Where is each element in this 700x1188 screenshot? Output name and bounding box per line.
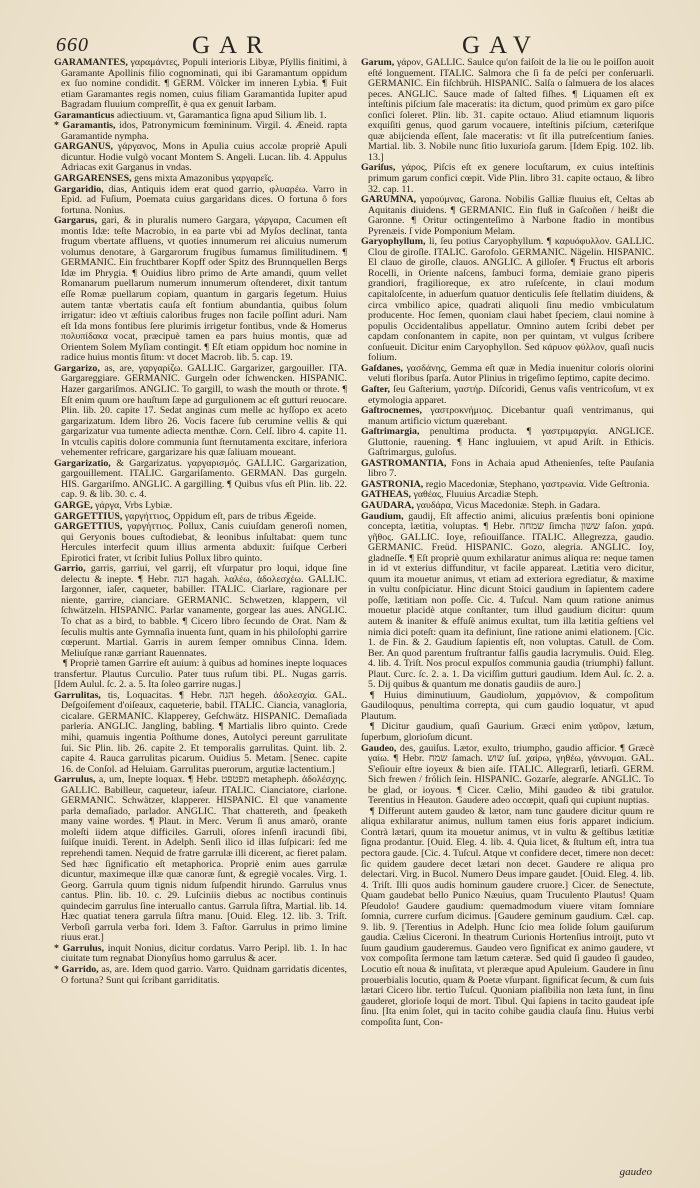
entry-headword: GARGETTIUS, bbox=[54, 521, 123, 533]
entry-text: des, gauiſus. Lætor, exulto, triumpho, gaudio afficior. ¶ Græcè γαίω. ¶ Hebr. שמח ſamach. שוש ſuſ. χαίρω, γηθέω, γάννυμαι. GAL. S'eſiouir eſtre ioyeux & bien aiſe. ITALIC. Allegrarſi, letiarſi. GERM. Sich frewen / frölich ſein. HISPANIC. Gozarſe, alegrarſe. ANGLIC. To be glad, or ioyous. ¶ Cicer. Cælio, Mihi gaudeo & tibi gratulor. Terentius in Heauton. Gaudere adeo occœpit, quaſi qui cupiunt nuptias. bbox=[368, 742, 654, 807]
entry-text: γαραμάντες, Populi interioris Libyæ, Pſyllis finitimi, à Garamante Apollinis filio cognominati, qui ibi Garamantum oppidum ex ſuo nomine condidit. ¶ GERM. Völcker im inneren Lybia. ¶ Fuit etiam Garamantes regis nomen, cuius filiam Garamantida Iupiter apud Bagradam fluuium compreſſit, è qua ex genuit Iarbam. bbox=[61, 58, 347, 111]
entry-headword: GAUDARA, bbox=[361, 499, 414, 511]
entry-text: idos, Patronymicum fœmininum. Virgil. 4. Æneid. rapta Garamantide nympha. bbox=[61, 120, 347, 142]
entry-headword: GARUMNA, bbox=[361, 194, 417, 206]
entry-text: γαυδάρα, Vicus Macedoniæ. Steph. in Gadara. bbox=[416, 499, 601, 511]
entry-headword: Gaſtrimargia, bbox=[361, 426, 420, 438]
entry-headword: GASTRONIA, bbox=[361, 478, 424, 490]
dictionary-entry bbox=[54, 944, 347, 965]
entry-headword: * Garamantis, bbox=[54, 120, 116, 132]
running-head-right: GAV bbox=[462, 32, 540, 59]
entry-headword: Gaudium, bbox=[361, 510, 404, 522]
entry-headword: GARAMANTES, bbox=[54, 58, 128, 68]
entry-headword: Gargarizo, bbox=[54, 362, 100, 374]
entry-headword: Garum, bbox=[361, 58, 395, 68]
entry-text: ¶ Propriè tamen Garrire eſt auium: à quibus ad homines inepte loquaces transfertur. Plautus Curculio. Pater tuus ruſum tibi. PL. Nugas garris. [Idem Aulul. ſc. 2. a. 5. Ita ſoleo garrire nugas.] bbox=[54, 658, 347, 691]
entry-text: inquit Nonius, dicitur cordatus. Varro Peripl. lib. 1. In hac ciuitate tum regnabat Dionyſius homo garrulus & acer. bbox=[61, 942, 347, 965]
entry-text: γαθέας, Fluuius Arcadiæ Steph. bbox=[413, 489, 539, 501]
entry-text: regio Macedoniæ, Stephano, γαστρωνία. Vide Geſtronia. bbox=[425, 478, 650, 490]
entry-headword: * Garrulus, bbox=[54, 942, 105, 954]
entry-text: γαργήττιος. Pollux, Canis cuiuſdam generoſi nomen, qui Geryonis boues cuſtodiebat, & leonibus inſultabat: quem tunc Hercules interfecit quum illius armenta abduxit: ſuiſque Cerberi Epirotici frater, vt ſcribit Iulius Pollux libro quinto. bbox=[61, 521, 347, 564]
dictionary-entry bbox=[361, 512, 654, 691]
dictionary-entry bbox=[361, 195, 654, 237]
entry-headword: Gaſdanes, bbox=[361, 362, 403, 374]
entry-text: gens mixta Amazonibus γαργαρεῖς. bbox=[134, 173, 274, 185]
entry-headword: GARGETTIUS, bbox=[54, 510, 123, 522]
entry-headword: Gaſter, bbox=[361, 383, 390, 395]
entry-text: γάργανος, Mons in Apulia cuius accolæ propriè Apuli dicuntur. Hodie vulgò vocant Montem S. Angeli. Lucan. lib. 4. Appulus Adriacas exit Garganus in vndas. bbox=[61, 141, 347, 174]
dictionary-entry bbox=[361, 459, 654, 480]
dictionary-entry bbox=[361, 406, 654, 427]
entry-headword: GARGARENSES, bbox=[54, 173, 132, 185]
entry-text: γαρούμνας, Garona. Nobilis Galliæ fluuius eſt, Celtas ab Aquitanis diuidens. ¶ GERMANIC. Ein fluß in Gaſcoñen / heißt die Garonne. ¶ Oritur octingenteſimo à Narbone ſtadio in montibus Pyrenæis. ſ vide Pomponium Melam. bbox=[368, 194, 654, 237]
entry-text: γασδάνης, Gemma eſt quæ in Media inuenitur coloris olorini veluti floribus ſparſa. Autor Plinius in trigeſimo ſeptimo, capite decimo. bbox=[368, 362, 654, 385]
dictionary-entry bbox=[361, 58, 654, 163]
dictionary-entry bbox=[54, 659, 347, 691]
entry-headword: Gargarizatio, bbox=[54, 457, 111, 469]
right-column bbox=[361, 58, 654, 1164]
entry-text: gari, & in pluralis numero Gargara, γάργαρα, Cacumen eſt montis Idæ: teſte Macrobio, in ea parte vbi ad Myſos declinat, tanta frugum vbertate affluens, vt quoties innumerum rei alicuius numerum volumus denotare, à Gargarorum frugibus ſumamus ſimilitudinem. ¶ GERMANIC. Ein fruchtbarer Kopff oder Spitz des Brunnquellen Bergs Idæ im Phrygia. ¶ Ouidius libro primo de Arte amandi, quum vellet Romanarum puellarum numerum innumerum oſtenderet, dixit tantum eſſe Romæ puellarum copiam, quantum in gargaris ſegetum. Huius autem tantæ vbertatis cauſa eſt fontium abundantia, quibus ſolum irrigatur: ideo vt æſtiuis caloribus fruges non facile poſſint aduri. Nam eſt Ida mons fontibus ſere plurimis irrigetur fontibus, vnde & Homerus πολυπίδακα vocat, præcipuè tamen ea pars huius montis, quæ ad Orientem Solem Myſiam contingit. ¶ Eſt etiam oppidum hoc nomine in radice huius montis ſitum: vt docet Macrob. lib. 5. cap. 19. bbox=[61, 215, 347, 364]
dictionary-entry bbox=[54, 691, 347, 775]
entry-headword: GASTROMANTIA, bbox=[361, 457, 447, 469]
entry-text: γαστροκνήμιος. Dicebantur quaſi ventrimanus, qui manum artificio victum quærebant. bbox=[368, 405, 654, 427]
entry-text: γάρον, GALLIC. Saulce qu'on faiſoit de la lie ou le poiſſon auoit eſté longuement. ITALIC. Salmora che ſi fa de peſci per conſeruarli. GERMANIC. Ein fiſchbrüh. HISPANIC. Salſa o ſalmuera de los alaces peces. ANGLIC. Sauce made of ſalted fiſhes. ¶ Liquamen eſt ex inteſtinis piſcium ſale maceratis: ita dictum, quod primùm ex garo piſce conſici ſoleret. Plin. lib. 31. capite octauo. Aliud etiamnum liquoris exquiſiti genus, quod garum vocauere, inteſtinis piſcium, cæteriſque quæ abijcienda eſſent, ſale maceratis: vt ſit illa putreſcentium ſanies. Martial. lib. 3. Nobile nunc ſitio luxurioſa garum. [Idem Epig. 102. lib. 13.] bbox=[368, 58, 654, 163]
dictionary-entry bbox=[54, 58, 347, 111]
dictionary-entry bbox=[54, 121, 347, 142]
entry-headword: Gaſtrocnemes, bbox=[361, 405, 422, 417]
dictionary-entry bbox=[54, 965, 347, 986]
dictionary-entry bbox=[361, 807, 654, 1028]
entry-text: ¶ Dicitur gaudium, quaſi Gaurium. Græci enim γαῦρον, lætum, ſuperbum, glorioſum dicunt. bbox=[361, 721, 654, 743]
entry-text: Fons in Achaia apud Athenienſes, teſte Pauſania libro 7. bbox=[368, 457, 654, 480]
dictionary-entry bbox=[361, 163, 654, 195]
catchword: gaudeo bbox=[619, 1166, 652, 1178]
dictionary-entry bbox=[361, 691, 654, 723]
entry-headword: GARGANUS, bbox=[54, 141, 113, 153]
entry-text: dias, Antiquis idem erat quod garrio, φλυαρέω. Varro in Epid. ad Fuſium, Poemata cuius gargaridans dices. O fortuna ô fors fortuna. Nonius. bbox=[61, 183, 347, 216]
entry-text: ſeu Gaſterium, γαστήρ. Diſcoridi, Genus vaſis ventricoſum, vt ex etymologia apparet. bbox=[368, 383, 654, 406]
dictionary-entry bbox=[54, 459, 347, 501]
entry-headword: Garrio, bbox=[54, 563, 86, 575]
entry-text: as, are. Idem quod garrio. Varro. Quidnam garridatis dicentes, O fortuna? Sunt qui ſcribant garriditatis. bbox=[61, 964, 347, 986]
entry-headword: Gariſus, bbox=[361, 162, 396, 174]
entry-headword: Gargaridio, bbox=[54, 183, 104, 195]
entry-text: garris, garriui, vel garrij, eſt vſurpatur pro loqui, idque ſine delectu & inepte. ¶ Hebr. הגה hagah. λαλέω, ἀδολεσχέω. GALLIC. Iargonner, iaſer, caqueter, babiller. ITALIC. Ciarlare, ragionare per niente, garrire, cianciare. GERMANIC. Schwetzen, klappern, vil ſchwätzeln. HISPANIC. Parlar vanamente, gorgear las aues. ANGLIC. To chat as a bird, to babble. ¶ Cicero libro ſecundo de Orat. Nam & ſeculis multis ante Gymnaſia inuenta ſunt, quam in his philoſophi garrire cœperunt. Martial. Garris in aurem ſemper omnibus Cinna. Idem. Meliuſque ranæ garriant Rauennates. bbox=[61, 563, 347, 659]
entry-text: penultima producta. ¶ γαστριμαργία. ANGLICE. Gluttonie, rauening. ¶ Hanc ingluuiem, vt apud Ariſt. in Ethicis. Gaſtrimargus, guloſus. bbox=[368, 426, 654, 459]
page-number: 660 bbox=[56, 34, 89, 56]
dictionary-entry bbox=[361, 722, 654, 743]
entry-headword: Gargarus, bbox=[54, 215, 98, 227]
dictionary-entry bbox=[361, 237, 654, 364]
entry-text: ¶ Differunt autem gaudeo & lætor, nam tunc gaudere dicitur quum re aliqua exhilaratur animus, nullum tamen eius foris apparet indicium. Contrà lætari, quum ita mouetur animus, vt in vultu & geſtibus lætitiæ ſigna prodantur. [Ouid. Eleg. 4. lib. 4. Quia licet, & ſtultum eſt, intra tua pectora gaude. [Cic. 4. Tuſcul. Atque vt confidere decet, timere non decet: ſic quidem gaudere decet lætari non decet. Gaudere re aliqua pro delectari. Virg. in Bucol. Numero Deus impare gaudet. [Ouid. Eleg. 4. lib. 4. Triſt. Illi quos audis hominum gaudere cruore.] Cicer. de Senectute, Quam gaudebat bello Punico Næuius, quam Truculento Plautus! Quam Pſeudolo! Gaudere gaudium: quemadmodum viuere vitam ſomniare ſomnia, currere curſum dicimus. [Gaudere geminum gaudium. Cæl. cap. 9. lib. 9. [Terentius in Adelph. Hunc ſcio mea ſolide ſolum gauiſurum gaudia. Cælius Ciceroni. In theatrum Curionis Hortenſius introijt, puto vt ſuum gaudium gauderemus. Gaudeo vero ſignificat ex animo gaudere, vt vox compoſita ſermone tam lætum cæteræ. Sed quid ſi gaudeo ſi gaudeo, Locutio eſt noua & inuſitata, vt pleræque apud Apuleium. Gaudere in ſinu prouerbialis locutio, quam & Poetæ vſurpant. ſignificat ſecum, & cum ſuis lætari Cicero libr. tertio Tuſcul. Quoniam piaſibilia non læta ſunt, in ſinu gauderet, glorioſe loqui de mort. Tibul. Qui ſapiens in tacito gaudeat ipſe ſinu. [Ita enim ſolet, qui in tacito cohibe gaudia clauſa ſinu. Huius verbi compoſita ſunt, Con- bbox=[361, 805, 654, 1028]
entry-text: ¶ Huius diminutiuum, Gaudiolum, χαρμόνιον, & compoſitum Gaudiloquus, penultima correpta, qui cum gaudio loquatur, vt apud Plautum. bbox=[361, 689, 654, 722]
entry-text: tis, Loquacitas. ¶ Hebr. הגה hegeh. ἀδολεσχία. GAL. Deſgoiſement d'oiſeaux, caqueterie, babil. ITALIC. Ciancia, vanagloria, cicalare. GERMANIC. Klapperey, Geſchwätz. HISPANIC. Demaſiada parleria. ANGLIC. Jangling, babling. ¶ Martialis libro quinto. Crede mihi, quamuis ingentia Poſthume dones, Autolyci pereunt garrulitate ſui. Sic Plin. lib. 26. capite 2. Et temporalis garrulitas. Quint. lib. 2. capite 4. Rauca garrulitas picarum. Ouidius 5. Metam. [Senec. capite 16. de Conſol. ad Heluiam. Garrulitas puerorum, argutiæ lactentium.] bbox=[61, 689, 347, 775]
entry-headword: GATHEAS, bbox=[361, 489, 412, 501]
entry-text: adiectiuum. vt, Garamantica ſigna apud Silium lib. 1. bbox=[116, 109, 327, 121]
running-head-left: GAR bbox=[192, 32, 272, 59]
entry-headword: Garyophyllum, bbox=[361, 236, 426, 248]
entry-headword: GARGE, bbox=[54, 499, 93, 511]
entry-text: & Gargarizatus. γαργαρισμός. GALLIC. Gargarization, gargouillement. ITALIC. Gargariſamento. GERMAN. Das gurgeln. HIS. Gargariſmo. ANGLIC. A gargilling. ¶ Quibus vſus eſt Plin. lib. 22. cap. 9. & lib. 30. c. 4. bbox=[61, 457, 347, 501]
entry-headword: Garrulitas, bbox=[54, 689, 101, 701]
dictionary-entry bbox=[54, 775, 347, 944]
entry-text: gaudij, Eſt affectio animi, alicuius præſentis boni opinione concepta, lætitia, voluptas. ¶ Hebr. שמחה ſimcha ששון ſaſon. χαρά. γῆθος. GALLIC. Ioye, reſiouiſſance. ITALIC. Allegrezza, gaudio. GERMANIC. Freüd. HISPANIC. Gozo, alegria. ANGLIC. Ioy, gladneſſe. ¶ Eſt propriè quum exhilaratur animus aliqua re: neque tamen in id vt exterius diffunditur, vt facile appareat. Lætitia vero dicitur, quum ita mouetur animus, vt etiam ad exteriora egrediatur, & maxime in vultu conſpiciatur. Hinc dicunt Stoici gaudium in ſapientem cadere poſſe, lætitiam non poſſe. Cic. 4. Tuſcul. Nam quum ratione animus mouetur placidè atque conſtanter, tum illud gaudium dicitur: quum autem & inaniter & effuſè animus exultat, tum illa lætitia geſtiens vel nimia dici poteſt: quam ita definiunt, ſine ratione animi elationem. [Cic. 1. de Fin. & 2. Gaudium ſapientis eſt, non voluptas. Catull. de Com. Ber. An quod parentum fruſtrantur falſis gaudia lacrymulis. Ouid. Eleg. 4. lib. 4. Triſt. Nos procul expulſos communia gaudia (triumphi) fallunt. Plaut. Curc. ſc. 2. a. 1. Da viciſſim gutturi gaudium. Idem Aul. ſc. 2. a. 5. Dij quibus & quantum me donatis gaudiis de auro.] bbox=[368, 510, 654, 691]
entry-headword: Garrulus, bbox=[54, 774, 96, 786]
dictionary-entry bbox=[54, 216, 347, 364]
entry-text: γάρος, Piſcis eſt ex genere locuſtarum, ex cuius inteſtinis primum garum confici cœpit. Vide Plin. libro 31. capite octauo, & libro 32. cap. 11. bbox=[368, 162, 654, 195]
entry-text: li, ſeu potius Caryophyllum. ¶ καρυόφυλλον. GALLIC. Clou de giroſle. ITALIC. Garofolo. GERMANIC. Nägelin. HISPANIC. El clauo de giroſle, clauos. ANGLIC. A gilloſer. ¶ Fructus eſt arboris Rocelli, in Oriente naſcens, ſambuci forma, demiaie grano piperis grandiori, fragilioreque, ex atro ruſeſcente, in claui modum capitaloſcente, in aduerſum quatuor denticulis ſeſe ſtellatim diuidens, & circa vmbilico apice, quadrati aliquoli ſinu medio vmbiculatum producente. Hoc ſemen, quoniam claui habet ſpeciem, claui nomine à populis Occidentalibus appellatur. Omnino autem ſcribi debet per capdam conſonantem in capite, non per quintam, vt vulgus ſcribere conſueuit. Dicitur enim Caryophyllon. Sed κάρυον φύλλον, quaſi nucis folium. bbox=[368, 236, 654, 364]
entry-headword: Garamanticus bbox=[54, 109, 115, 121]
dictionary-entry bbox=[361, 364, 654, 385]
entry-text: a, um, Inepte loquax. ¶ Hebr. מפטפט metapheph. ἀδολέσχης. GALLIC. Babilleur, caqueteur, iaſeur. ITALIC. Cianciatore, ciarlone. GERMANIC. Schwätzer, klapperer. HISPANIC. El que vanamente parla demaſiado, parlador. ANGLIC. That chattereth, and ſpeaketh many vaine wordes. ¶ Plaut. in Merc. Verum ſi anus amarò, orante moleſti iidem atque difficiles. Garruli, oſores inſenſi iracundi ſibi, ſuiſque inuidi. Terent. in Adelph. Senſi ilico id illas ſuſpicari: ſed me reprehendi tamen. Nequid de fratre garrulæ illi dicerent, ac fieret palam. Sed hæc ſignificatio eſt metaphorica. Propriè enim aues garrulæ dicuntur, maximeque illæ quæ canoræ ſunt, & egregiè vocales. Virg. 1. Georg. Garrula quum tignis nidum ſuſpendit hirundo. Garrulus vnus cantus. Plin. lib. 10. c. 29. Luſciniis diebus ac noctibus continuis quindecim garrulus ſine interuallo cantus. Garrula ſiſtra, Martial. lib. 14. Hæc quatiat tenera garrula ſiſtra manu. [Ouid. Eleg. 12. lib. 3. Triſt. Verboſi garrula verba fori. Idem 3. Faſtor. Garrulus in primo limine riuus erat.] bbox=[61, 774, 347, 944]
dictionary-entry bbox=[361, 744, 654, 807]
entry-headword: * Garrido, bbox=[54, 964, 99, 976]
entry-text: as, are, γαργαρίζω. GALLIC. Gargarizer, gargouiller. ITA. Gargareggiare. GERMANIC. Gurgeln oder ſchwencken. HISPANIC. Hazer gargariſmos. ANGLIC. To gargill, to wash the mouth or throte. ¶ Eſt enim quum ore hauſtum ſæpe ad gurgulionem ac eſt gutturi reuocare. Plin. lib. 20. capite 17. Sedat anginas cum melle ac hyſſopo ex aceto gargarizatum. Idem libro 26. Vocis facere ſub cerumine vellis & qui gargarizatur vua tumente adiecta menthæ. Corn. Celſ. libro 4. capite 11. In vtculis capitis dolore communia ſunt ſternutamenta excitare, inferiora vehementer refricare, gargarizare his quæ ſaliuam moueant. bbox=[61, 362, 347, 459]
dictionary-entry bbox=[54, 364, 347, 459]
dictionary-entry bbox=[361, 385, 654, 406]
entry-text: γαργήττιος, Oppidum eſt, pars de tribus Ægeide. bbox=[124, 510, 317, 522]
dictionary-entry bbox=[54, 185, 347, 217]
dictionary-entry bbox=[54, 142, 347, 174]
dictionary-entry bbox=[54, 522, 347, 564]
entry-headword: Gaudeo, bbox=[361, 742, 397, 754]
entry-text: γάργα, Vrbs Lybiæ. bbox=[95, 499, 173, 511]
dictionary-entry bbox=[361, 427, 654, 459]
left-column bbox=[54, 58, 347, 1164]
dictionary-entry bbox=[54, 564, 347, 659]
